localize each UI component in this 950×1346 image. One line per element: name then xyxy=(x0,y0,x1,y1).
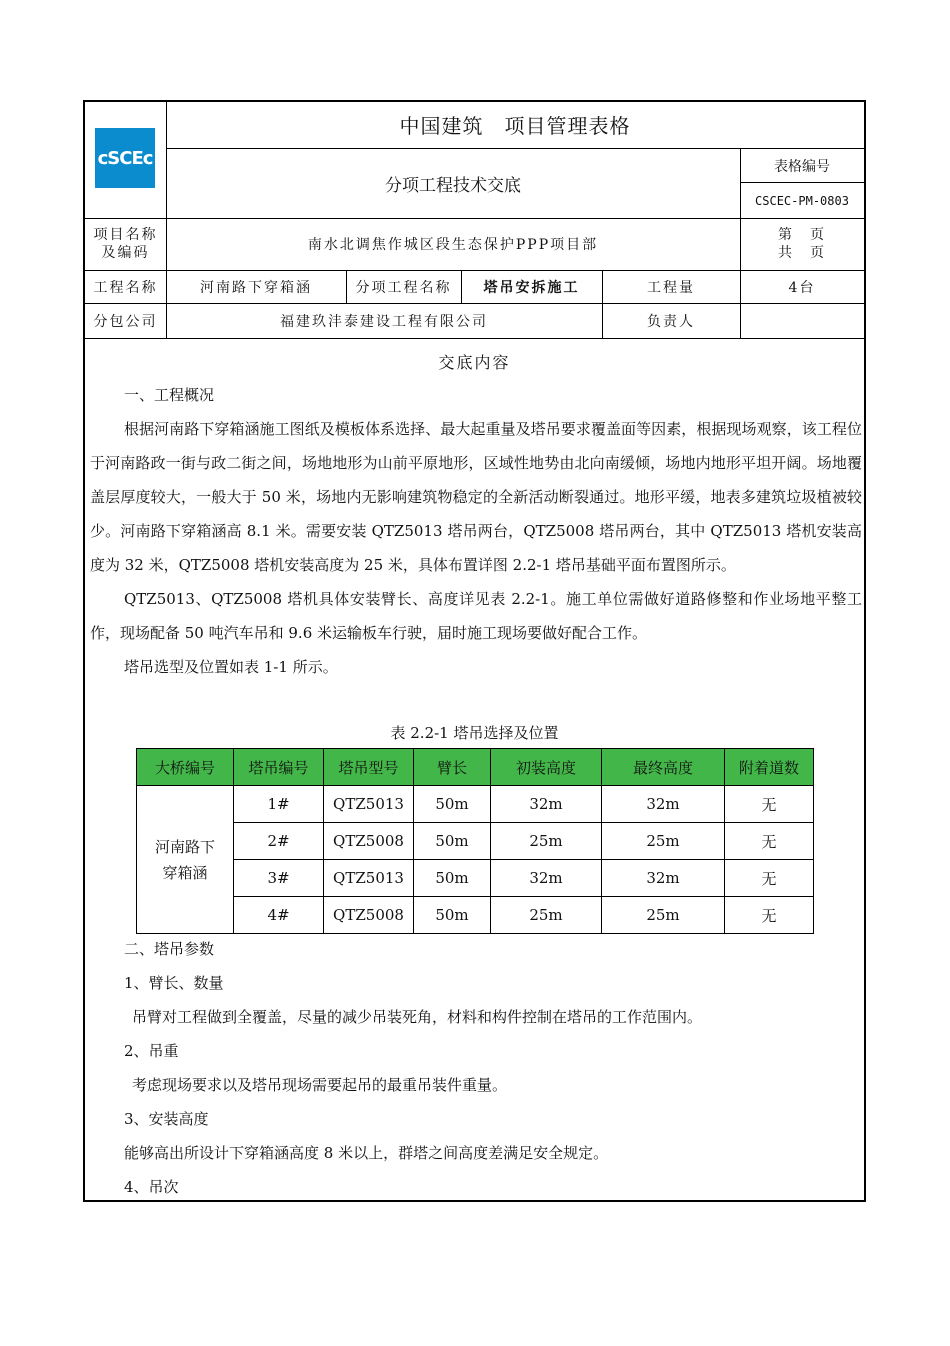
sub-work: 塔吊安拆施工 xyxy=(483,279,580,296)
form-no-value: CSCEC-PM-0803 xyxy=(755,194,849,208)
quantity: 4台 xyxy=(788,279,816,296)
content-body-2 xyxy=(90,932,862,1204)
table-cell: 无 xyxy=(725,786,814,823)
col-header: 附着道数 xyxy=(725,749,814,786)
table-cell: 无 xyxy=(725,897,814,934)
table-cell: QTZ5008 xyxy=(324,897,414,934)
table-cell: 50m xyxy=(414,786,491,823)
item-1-title: 1、臂长、数量 xyxy=(124,974,224,992)
manager-label: 负责人 xyxy=(647,313,695,330)
content-body-1 xyxy=(90,378,862,684)
form-no-split xyxy=(740,182,864,183)
paragraph-3: 塔吊选型及位置如表 1-1 所示。 xyxy=(124,658,338,676)
subcontractor-label: 分包公司 xyxy=(93,313,158,330)
manager xyxy=(740,303,864,338)
sub-work-label: 分项工程名称 xyxy=(355,279,452,296)
col-header: 最终高度 xyxy=(602,749,725,786)
logo-text: cSCEc xyxy=(97,147,153,169)
table-cell: 32m xyxy=(491,786,602,823)
section-2-title: 二、塔吊参数 xyxy=(124,940,215,958)
cscec-logo xyxy=(95,128,155,188)
table-cell: QTZ5008 xyxy=(324,823,414,860)
table-cell: 25m xyxy=(491,823,602,860)
crane-table xyxy=(136,748,814,934)
bridge-cell: 河南路下 穿箱涵 xyxy=(137,786,234,934)
table-cell: 4# xyxy=(234,897,324,934)
table-cell: 50m xyxy=(414,823,491,860)
table-cell: 32m xyxy=(491,860,602,897)
table-cell: QTZ5013 xyxy=(324,860,414,897)
table-cell: 25m xyxy=(602,897,725,934)
item-4-title: 4、吊次 xyxy=(124,1178,179,1196)
paragraph-2: QTZ5013、QTZ5008 塔机具体安装臂长、高度详见表 2.2-1。施工单位需做好道路修整和作业场地平整工作，现场配备 50 吨汽车吊和 9.6 米运输板车行驶，届时施工现场要做好配合工作。 xyxy=(90,590,862,642)
subcontractor: 福建玖沣泰建设工程有限公司 xyxy=(280,313,488,330)
item-2-text: 考虑现场要求以及塔吊现场需要起吊的最重吊装件重量。 xyxy=(132,1076,508,1094)
table-cell: 50m xyxy=(414,897,491,934)
col-header: 臂长 xyxy=(414,749,491,786)
work-name: 河南路下穿箱涵 xyxy=(200,279,312,296)
content-heading: 交底内容 xyxy=(438,352,511,372)
item-3-text: 能够高出所设计下穿箱涵高度 8 米以上，群塔之间高度差满足安全规定。 xyxy=(124,1144,609,1162)
item-1-text: 吊臂对工程做到全覆盖，尽量的减少吊装死角，材料和构件控制在塔吊的工作范围内。 xyxy=(132,1008,703,1026)
table-row xyxy=(137,897,814,934)
col-header: 大桥编号 xyxy=(137,749,234,786)
table-row xyxy=(137,786,814,823)
page-count: 第 页 共 页 xyxy=(778,227,826,261)
table-cell: 1# xyxy=(234,786,324,823)
project-label: 项目名称 及编码 xyxy=(93,227,158,261)
col-header: 塔吊编号 xyxy=(234,749,324,786)
form-subtitle: 分项工程技术交底 xyxy=(385,175,521,196)
work-name-label: 工程名称 xyxy=(93,279,158,296)
table-cell: 25m xyxy=(602,823,725,860)
table-cell: 50m xyxy=(414,860,491,897)
quantity-label: 工程量 xyxy=(647,279,695,296)
item-2-title: 2、吊重 xyxy=(124,1042,179,1060)
table-cell: QTZ5013 xyxy=(324,786,414,823)
table-cell: 无 xyxy=(725,860,814,897)
table-header-row xyxy=(137,749,814,786)
table-cell: 32m xyxy=(602,860,725,897)
table-row xyxy=(137,823,814,860)
paragraph-1: 根据河南路下穿箱涵施工图纸及模板体系选择、最大起重量及塔吊要求覆盖面等因素，根据现场观察，该工程位于河南路政一街与政二街之间，场地地形为山前平原地形，区域性地势由北向南缓倾，场地内地形平坦开阔。场地覆盖层厚度较大，一般大于 50 米，场地内无影响建筑物稳定的全新活动断裂通过。地形平缓，地表多建筑垃圾植被较少。河南路下穿箱涵高 8.1 米。需要安装 QTZ5013 塔吊两台，QTZ5008 塔吊两台，其中 QTZ5013 塔机安装高度为 32 米，QTZ5008 塔机安装高度为 25 米，具体布置详图 2.2-1 塔吊基础平面布置图所示。 xyxy=(90,420,862,574)
table-cell: 25m xyxy=(491,897,602,934)
table-row xyxy=(137,860,814,897)
col-header: 塔吊型号 xyxy=(324,749,414,786)
item-3-title: 3、安装高度 xyxy=(124,1110,209,1128)
table-cell: 3# xyxy=(234,860,324,897)
project-name: 南水北调焦作城区段生态保护PPP项目部 xyxy=(307,237,599,253)
form-no-label: 表格编号 xyxy=(774,159,830,175)
table-cell: 32m xyxy=(602,786,725,823)
table-caption: 表 2.2-1 塔吊选择及位置 xyxy=(390,723,559,742)
section-1-title: 一、工程概况 xyxy=(124,386,215,404)
table-cell: 2# xyxy=(234,823,324,860)
table-cell: 无 xyxy=(725,823,814,860)
row-line-4 xyxy=(85,338,864,339)
form-title: 中国建筑 项目管理表格 xyxy=(399,113,631,138)
col-header: 初装高度 xyxy=(491,749,602,786)
